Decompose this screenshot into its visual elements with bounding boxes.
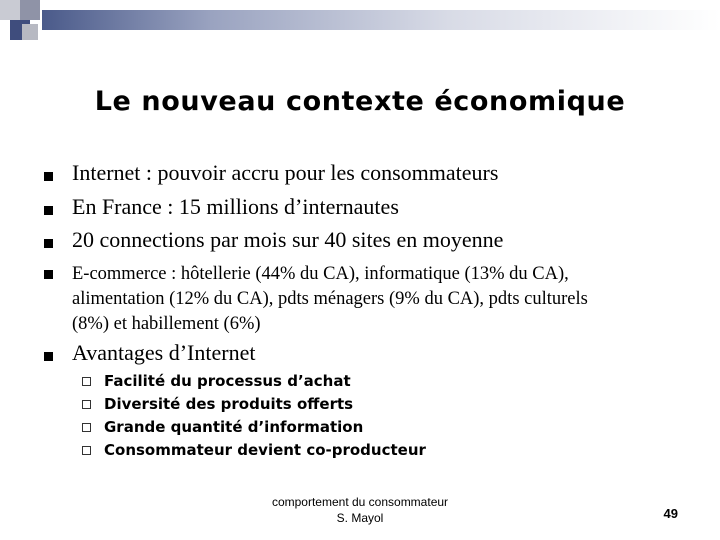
- square-bullet-icon: [44, 352, 53, 361]
- ecommerce-line: alimentation (12% du CA), pdts ménagers (9% du CA), pdts culturels: [72, 289, 588, 309]
- deco-square: [0, 0, 20, 20]
- slide-title: Le nouveau contexte économique: [94, 86, 626, 117]
- ecommerce-line: (8%) et habillement (6%): [72, 314, 261, 334]
- header-gradient-bar: [42, 10, 720, 30]
- square-bullet-icon: [44, 172, 53, 181]
- square-bullet-icon: [44, 270, 53, 279]
- advantage-item: Grande quantité d’information: [104, 418, 364, 436]
- advantage-item: Facilité du processus d’achat: [104, 372, 351, 390]
- page-number: 49: [663, 506, 678, 521]
- bullet-text: 20 connections par mois sur 40 sites en moyenne: [72, 227, 504, 252]
- square-bullet-icon: [44, 206, 53, 215]
- bullet-text: Internet : pouvoir accru pour les consommateurs: [72, 160, 499, 185]
- hollow-square-bullet-icon: [82, 423, 91, 432]
- footer-line: comportement du consommateur: [271, 495, 449, 509]
- deco-square: [20, 0, 40, 20]
- hollow-square-bullet-icon: [82, 377, 91, 386]
- footer-author: S. Mayol: [336, 511, 384, 525]
- advantage-item: Consommateur devient co-producteur: [104, 441, 426, 459]
- deco-square: [22, 24, 38, 40]
- square-bullet-icon: [44, 239, 53, 248]
- slide-footer: [250, 494, 470, 526]
- advantages-heading: Avantages d’Internet: [72, 340, 256, 365]
- hollow-square-bullet-icon: [82, 400, 91, 409]
- bullet-text: En France : 15 millions d’internautes: [72, 194, 399, 219]
- advantage-item: Diversité des produits offerts: [104, 395, 354, 413]
- ecommerce-line: E-commerce : hôtellerie (44% du CA), informatique (13% du CA),: [72, 264, 569, 284]
- hollow-square-bullet-icon: [82, 446, 91, 455]
